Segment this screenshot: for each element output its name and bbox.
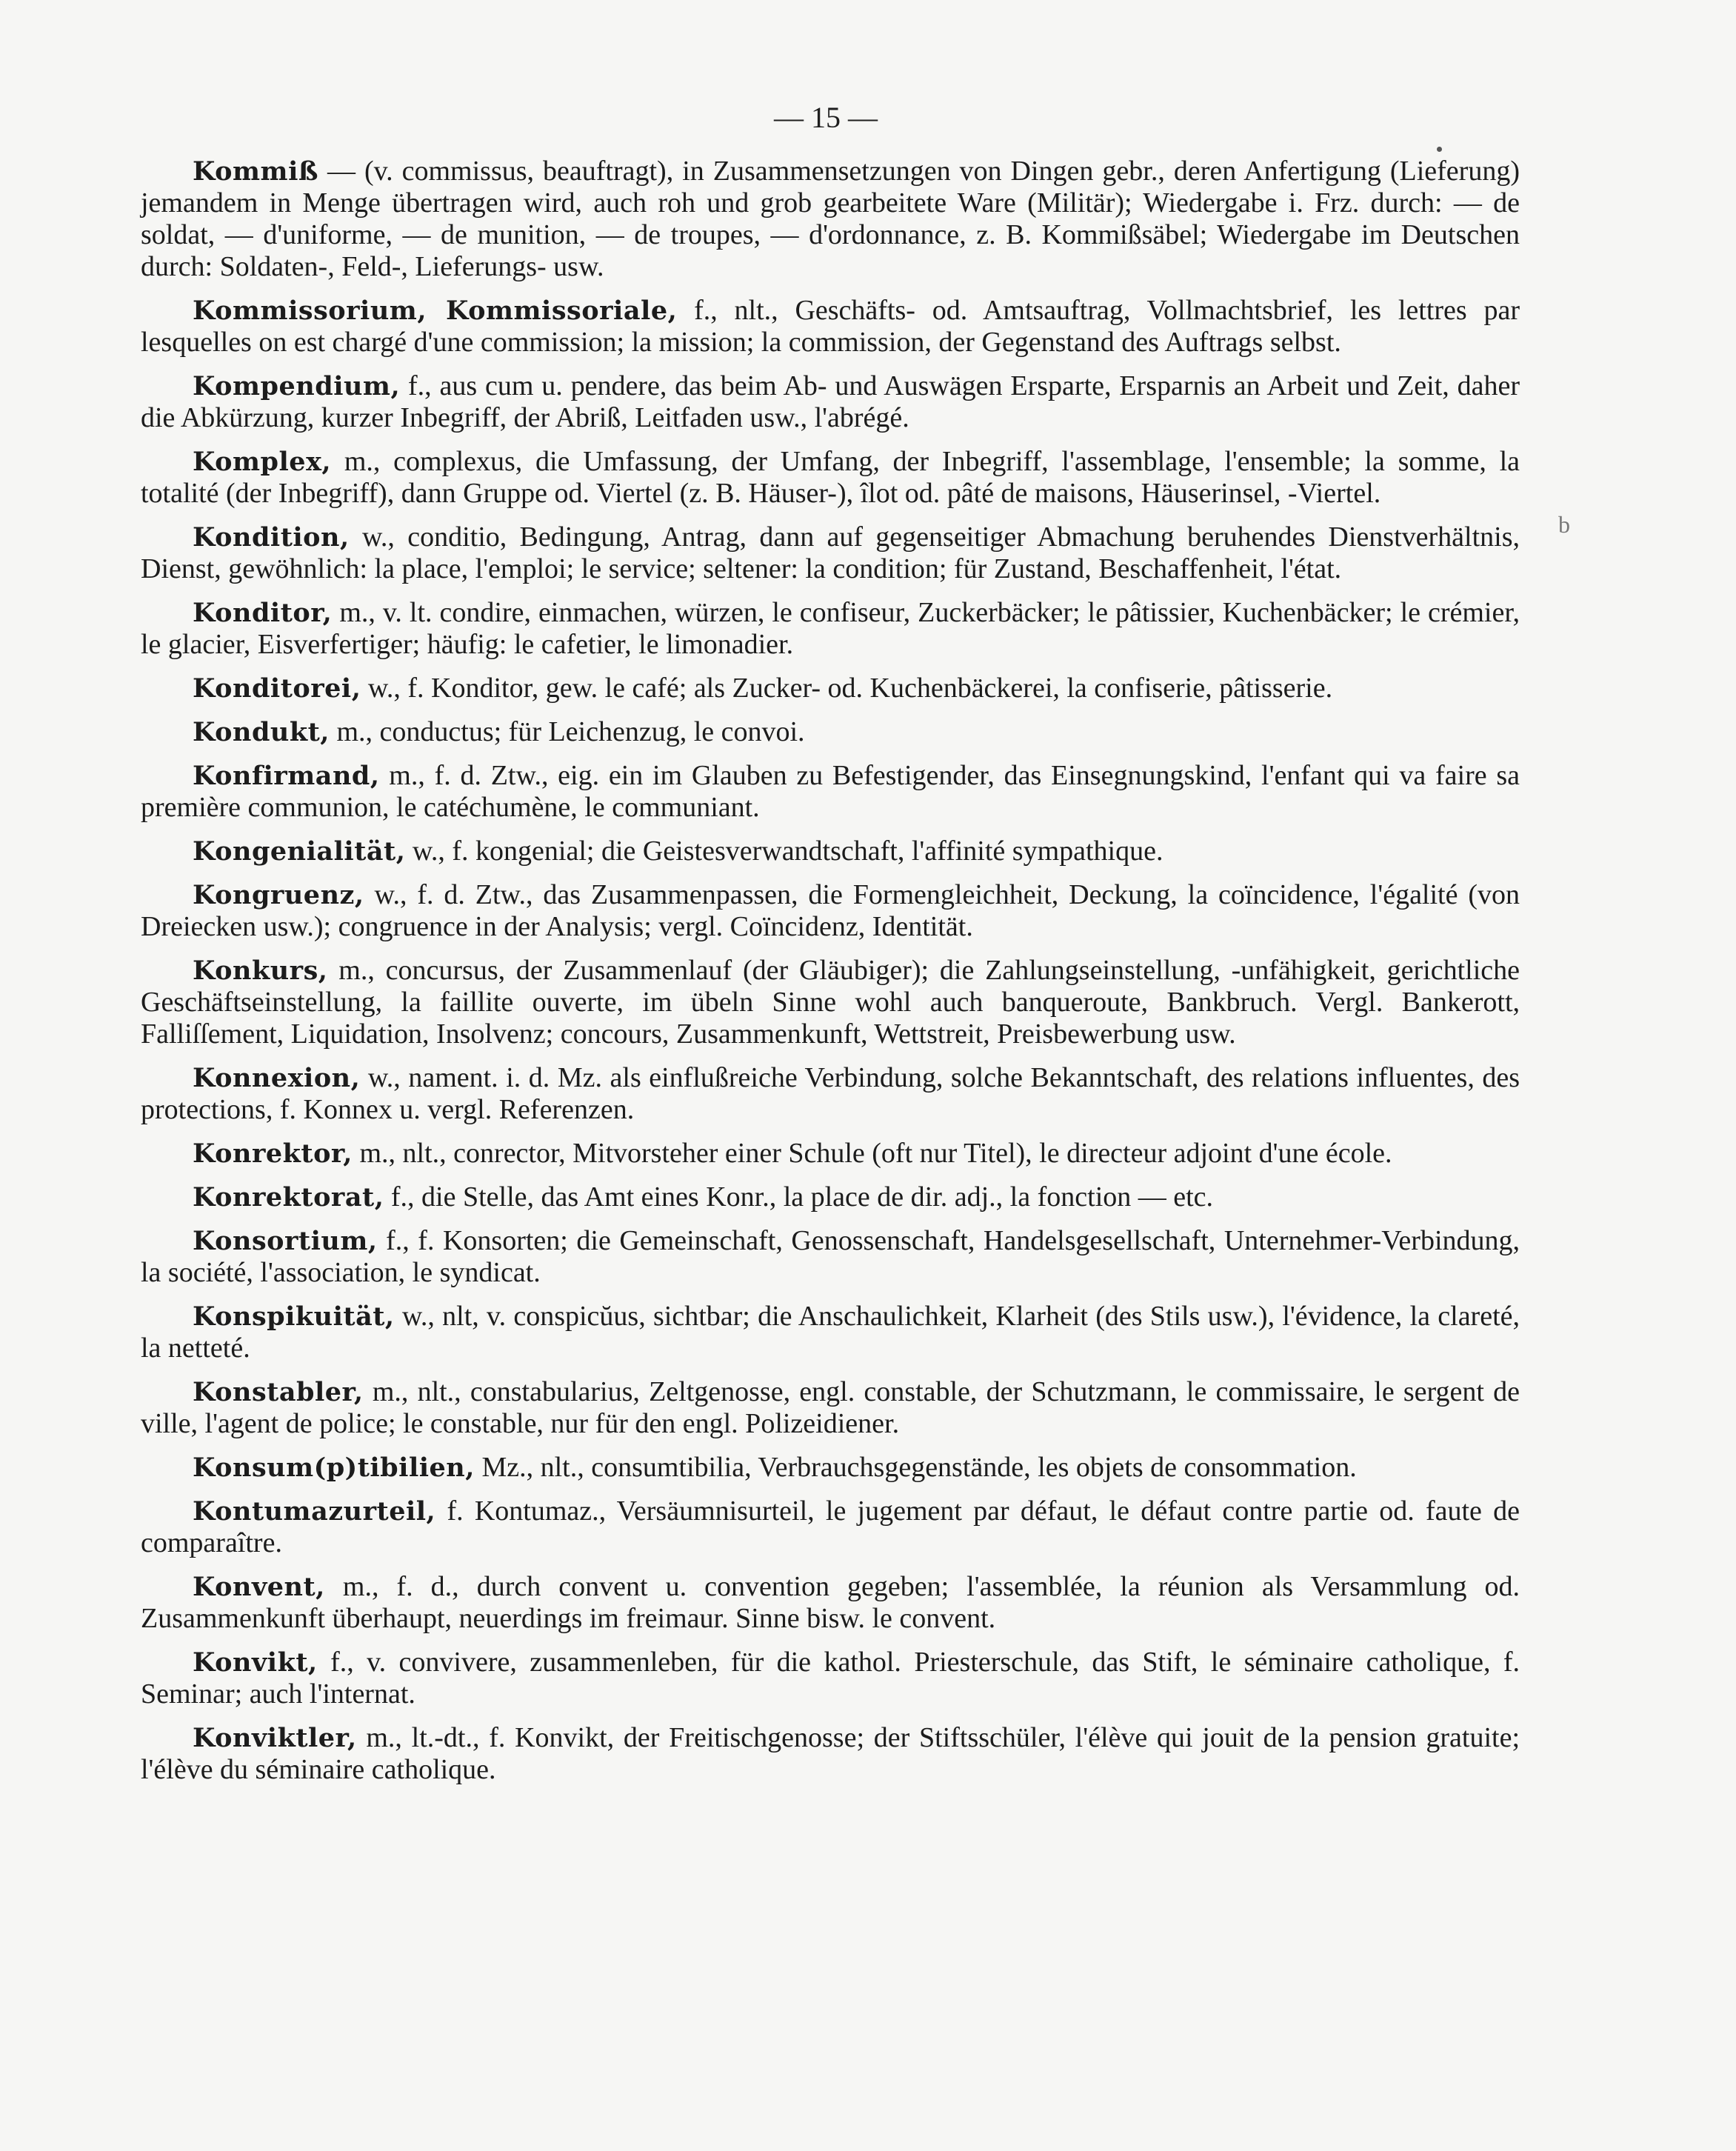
headword: Konviktler, [193,1723,357,1753]
headword: Konvikt, [193,1647,318,1678]
entry [141,370,1520,434]
entry [141,673,1520,704]
definition: f. Kontumaz., Versäumnisurteil, le jugement par défaut, le défaut contre partie od. faute de comparaître. [141,1495,1520,1558]
definition: m., v. lt. condire, einmachen, würzen, le confiseur, Zuckerbäcker; le pâtissier, Kuchenbäcker; le crémier, le glacier, Eisverfertiger; häufig: le cafetier, le limonadier. [141,597,1520,660]
headword: Konspikuität, [193,1301,395,1332]
entry [141,760,1520,824]
headword: Konrektorat, [193,1182,384,1213]
definition: m., conductus; für Leichenzug, le convoi. [336,716,805,747]
definition: f., aus cum u. pendere, das beim Ab- und Auswägen Ersparte, Ersparnis an Arbeit und Zeit, daher die Abkürzung, kurzer Inbegriff, der Abriß, Leitfaden usw., l'abrégé. [141,370,1520,433]
headword: Konditor, [193,598,333,628]
definition: w., nlt, v. conspicŭus, sichtbar; die Anschaulichkeit, Klarheit (des Stils usw.), l'évidence, la clareté, la netteté. [141,1301,1520,1364]
definition: m., complexus, die Umfassung, der Umfang, der Inbegriff, l'assemblage, l'ensemble; la somme, la totalité (der Inbegriff), dann Gruppe od. Viertel (z. B. Häuser-), îlot od. pâté de maisons, Häuserinsel, -Viertel. [141,446,1520,509]
dictionary-entries [141,156,1520,1798]
definition: w., nament. i. d. Mz. als einflußreiche Verbindung, solche Bekanntschaft, des relations influentes, des protections, f. Konnex u. vergl. Referenzen. [141,1062,1520,1125]
definition: m., concursus, der Zusammenlauf (der Gläubiger); die Zahlungseinstellung, -unfähigkeit, gerichtliche Geschäftseinstellung, la faillite ouverte, im übeln Sinne wohl auch banqueroute, Bankbruch. Vergl. Bankerott, Falliſſement, Liquidation, Insolvenz; concours, Zusammenkunft, Wettstreit, Preisbewerbung usw. [141,955,1520,1050]
definition: w., conditio, Bedingung, Antrag, dann auf gegenseitiger Abmachung beruhendes Dienstverhältnis, Dienst, gewöhnlich: la place, l'emploi; le service; seltener: la condition; für Zustand, Beschaffenheit, l'état. [141,521,1520,584]
headword: Kontumazurteil, [193,1496,436,1527]
entry [141,1301,1520,1364]
entry [141,156,1520,283]
headword: Konstabler, [193,1377,364,1407]
definition: f., die Stelle, das Amt eines Konr., la place de dir. adj., la fonction — etc. [390,1181,1214,1213]
page-number [0,100,1652,135]
entry [141,716,1520,748]
definition: m., nlt., constabularius, Zeltgenosse, engl. constable, der Schutzmann, le commissaire, le sergent de ville, l'agent de police; le constable, nur für den engl. Polizeidiener. [141,1376,1520,1439]
definition: w., f. Konditor, gew. le café; als Zucker- od. Kuchenbäckerei, la confiserie, pâtisserie. [367,673,1333,704]
headword: Konvent, [193,1572,325,1602]
headword: Konsum(p)tibilien, [193,1453,475,1483]
headword: Konsortium, [193,1226,378,1256]
definition: — (v. commissus, beauftragt), in Zusammensetzungen von Dingen gebr., deren Anfertigung (Lieferung) jemandem in Menge übertragen wird, auch roh und grob gearbeitete Ware (Militär); Wiedergabe i. Frz. durch: — de soldat, — d'uniforme, — de munition, — de troupes, — d'ordonnance, z. B. Kommißsäbel; Wiedergabe im Deutschen durch: Soldaten-, Feld-, Lieferungs- usw. [141,156,1520,282]
entry [141,1181,1520,1213]
headword: Konditorei, [193,673,361,704]
entry [141,955,1520,1050]
definition: f., f. Konsorten; die Gemeinschaft, Genossenschaft, Handelsgesellschaft, Unternehmer-Verbindung, la société, l'association, le syndicat. [141,1225,1520,1288]
entry [141,1722,1520,1786]
entry [141,1452,1520,1484]
headword: Konrektor, [193,1138,353,1169]
headword: Kondition, [193,522,350,553]
entry [141,1062,1520,1126]
headword: Kongenialität, [193,836,406,867]
definition: m., f. d. Ztw., eig. ein im Glauben zu Befestigender, das Einsegnungskind, l'enfant qui va faire sa première communion, le catéchumène, le communiant. [141,760,1520,823]
entry [141,295,1520,358]
entry [141,521,1520,585]
entry [141,1571,1520,1635]
page-number-text: — 15 — [774,101,878,134]
headword: Konnexion, [193,1063,361,1093]
headword: Komplex, [193,447,332,477]
headword: Kondukt, [193,717,330,747]
entry [141,1647,1520,1710]
entry [141,836,1520,867]
definition: m., nlt., conrector, Mitvorsteher einer Schule (oft nur Titel), le directeur adjoint d'une école. [359,1138,1392,1169]
headword: Kongruenz, [193,880,364,910]
headword: Kommissorium, Kommissoriale, [193,296,678,326]
headword: Konfirmand, [193,761,380,791]
definition: m., f. d., durch convent u. convention gegeben; l'assemblée, la réunion als Versammlung od. Zusammenkunft überhaupt, neuerdings im freimaur. Sinne bisw. le convent. [141,1571,1520,1634]
definition: f., nlt., Geschäfts- od. Amtsauftrag, Vollmachtsbrief, les lettres par lesquelles on est chargé d'une commission; la mission; la commission, der Gegenstand des Auftrags selbst. [141,295,1520,358]
entry [141,1376,1520,1440]
entry [141,597,1520,661]
headword: Kommiß [193,156,318,187]
margin-mark: b [1558,511,1570,538]
entry [141,1495,1520,1559]
entry [141,879,1520,943]
headword: Konkurs, [193,956,328,986]
definition: f., v. convivere, zusammenleben, für die kathol. Priesterschule, das Stift, le séminaire catholique, f. Seminar; auch l'internat. [141,1647,1520,1710]
entry [141,446,1520,510]
definition: Mz., nlt., consumtibilia, Verbrauchsgegenstände, les objets de consommation. [481,1452,1357,1483]
definition: w., f. kongenial; die Geistesverwandtschaft, l'affinité sympathique. [412,836,1164,867]
headword: Kompendium, [193,371,401,401]
definition: m., lt.-dt., f. Konvikt, der Freitischgenosse; der Stiftsschüler, l'élève qui jouit de la pension gratuite; l'élève du séminaire catholique. [141,1722,1520,1785]
ink-dot [1437,147,1442,152]
entry [141,1138,1520,1170]
entry [141,1225,1520,1289]
definition: w., f. d. Ztw., das Zusammenpassen, die Formengleichheit, Deckung, la coïncidence, l'égalité (von Dreiecken usw.); congruence in der Analysis; vergl. Coïncidenz, Identität. [141,879,1520,942]
